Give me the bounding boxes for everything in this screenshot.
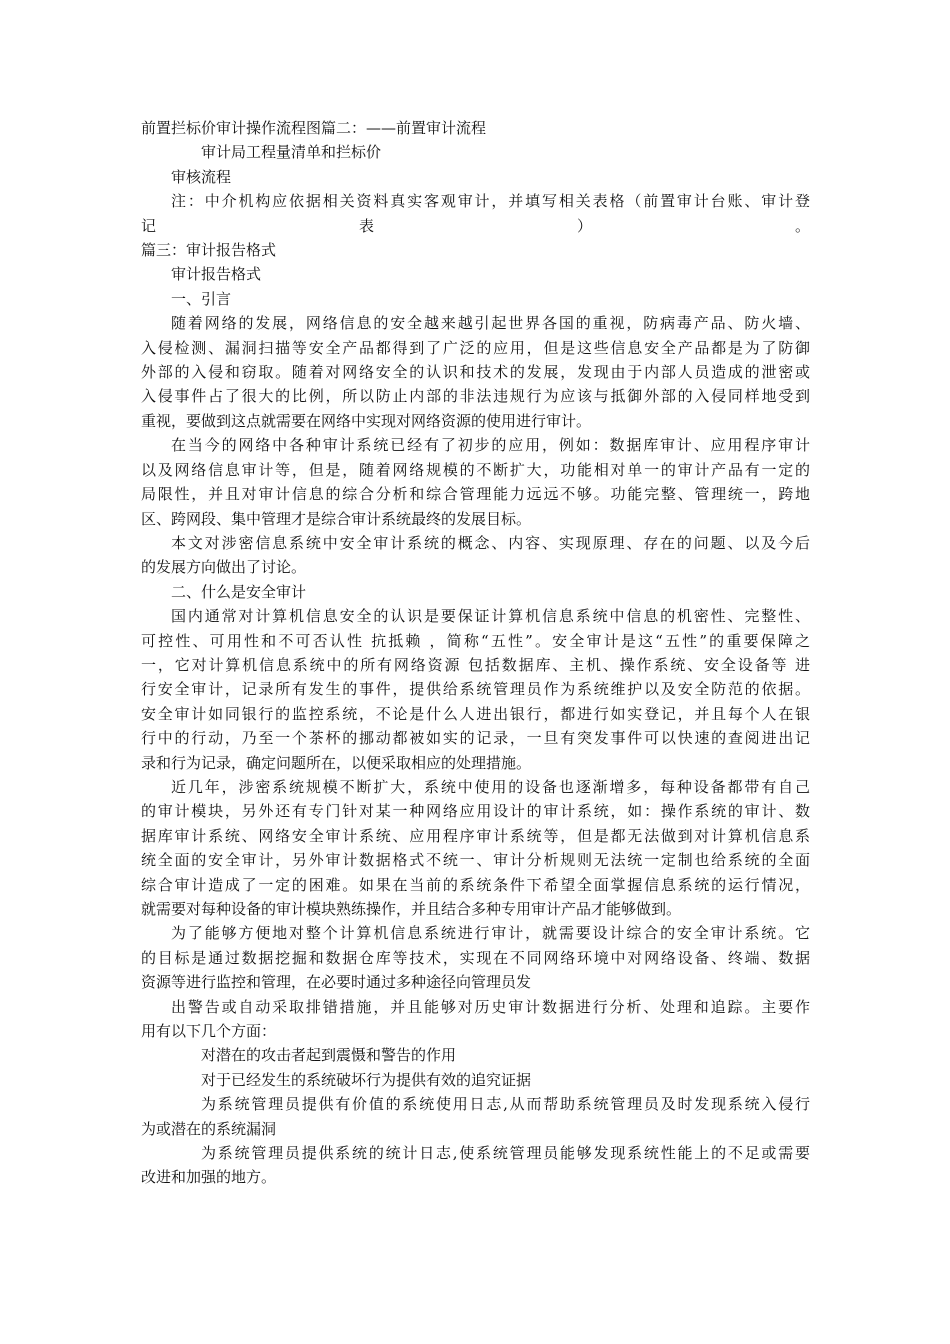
text-line: 本文对涉密信息系统中安全审计系统的概念、内容、实现原理、存在的问题、以及今后 [171,533,810,552]
text-line: 区、跨网段、集中管理才是综合审计系统最终的发展目标。 [141,509,532,528]
text-line: 前置拦标价审计操作流程图篇二：——前置审计流程 [141,119,487,137]
text-line: 为了能够方便地对整个计算机信息系统进行审计，就需要设计综合的安全审计系统。它 [171,924,810,943]
text-line-spread [141,214,810,238]
spread-fragment: ） [576,216,592,235]
text-line: 审计局工程量清单和拦标价 [201,143,382,162]
spread-fragment: 。 [794,216,810,235]
text-line: 的审计模块，另外还有专门针对某一种网络应用设计的审计系统，如：操作系统的审计、数 [141,802,810,821]
text-line: 就需要对每种设备的审计模块熟练操作，并且结合多种专用审计产品才能够做到。 [141,900,682,918]
text-line: 为系统管理员提供系统的统计日志,使系统管理员能够发现系统性能上的不足或需要 [201,1144,810,1163]
text-line: 外部的入侵和窃取。随着对网络安全的认识和技术的发展，发现由于内部人员造成的泄密或 [141,363,810,382]
spread-fragment: 记 [141,216,157,235]
text-line: 资源等进行监控和管理，在必要时通过多种途径向管理员发 [141,973,532,992]
text-line: 局限性，并且对审计信息的综合分析和综合管理能力远远不够。功能完整、管理统一，跨地 [141,485,810,504]
text-line: 对于已经发生的系统破坏行为提供有效的追究证据 [201,1070,532,1089]
text-line: 对潜在的攻击者起到震慑和警告的作用 [201,1046,457,1065]
text-line: 综合审计造成了一定的困难。如果在当前的系统条件下希望全面掌握信息系统的运行情况， [141,875,810,894]
text-line: 入侵检测、漏洞扫描等安全产品都得到了广泛的应用，但是这些信息安全产品都是为了防御 [141,338,810,357]
text-line: 一，它对计算机信息系统中的所有网络资源 包括数据库、主机、操作系统、安全设备等 进 [141,655,810,674]
text-line: 行中的行动，乃至一个茶杯的挪动都被如实的记录，一旦有突发事件可以快速的查阅进出记 [141,729,810,748]
text-line: 据库审计系统、网络安全审计系统、应用程序审计系统等，但是都无法做到对计算机信息系 [141,826,810,845]
text-line: 的发展方向做出了讨论。 [141,558,307,577]
text-line: 在当今的网络中各种审计系统已经有了初步的应用，例如：数据库审计、应用程序审计 [171,436,810,455]
text-line: 注：中介机构应依据相关资料真实客观审计，并填写相关表格（前置审计台账、审计登 [171,192,810,211]
text-line: 为系统管理员提供有价值的系统使用日志,从而帮助系统管理员及时发现系统入侵行 [201,1095,810,1114]
text-line: 篇三：审计报告格式 [141,241,277,260]
text-line: 随着网络的发展，网络信息的安全越来越引起世界各国的重视，防病毒产品、防火墙、 [171,314,810,333]
text-line: 为或潜在的系统漏洞 [141,1119,277,1138]
text-line: 一、引言 [171,289,232,308]
text-line: 的目标是通过数据挖掘和数据仓库等技术，实现在不同网络环境中对网络设备、终端、数据 [141,948,810,967]
text-line: 录和行为记录，确定问题所在，以便采取相应的处理措施。 [141,753,532,772]
text-line: 国内通常对计算机信息安全的认识是要保证计算机信息系统中信息的机密性、完整性、 [171,607,810,626]
text-line: 改进和加强的地方。 [141,1168,277,1187]
text-line: 可控性、可用性和不可否认性 抗抵赖 ，简称“五性”。安全审计是这“五性”的重要保障之 [141,631,810,650]
text-line: 二、什么是安全审计 [171,582,307,601]
text-line: 以及网络信息审计等，但是，随着网络规模的不断扩大，功能相对单一的审计产品有一定的 [141,460,810,479]
text-line: 近几年，涉密系统规模不断扩大，系统中使用的设备也逐渐增多，每种设备都带有自己 [171,777,810,796]
text-line: 审计报告格式 [171,265,262,284]
text-line: 行安全审计，记录所有发生的事件，提供给系统管理员作为系统维护以及安全防范的依据。 [141,680,810,699]
document-body [141,116,810,1190]
text-line: 入侵事件占了很大的比例，所以防止内部的非法违规行为应该与抵御外部的入侵同样地受到 [141,387,810,406]
text-line: 统全面的安全审计，另外审计数据格式不统一、审计分析规则无法统一定制也给系统的全面 [141,851,810,870]
text-line: 安全审计如同银行的监控系统，不论是什么人进出银行，都进行如实登记，并且每个人在银 [141,704,810,723]
text-line: 用有以下几个方面： [141,1022,277,1041]
text-line: 出警告或自动采取排错措施，并且能够对历史审计数据进行分析、处理和追踪。主要作 [171,997,810,1016]
text-line: 重视，要做到这点就需要在网络中实现对网络资源的使用进行审计。 [141,411,592,430]
text-line: 审核流程 [171,167,232,186]
spread-fragment: 表 [358,216,374,235]
